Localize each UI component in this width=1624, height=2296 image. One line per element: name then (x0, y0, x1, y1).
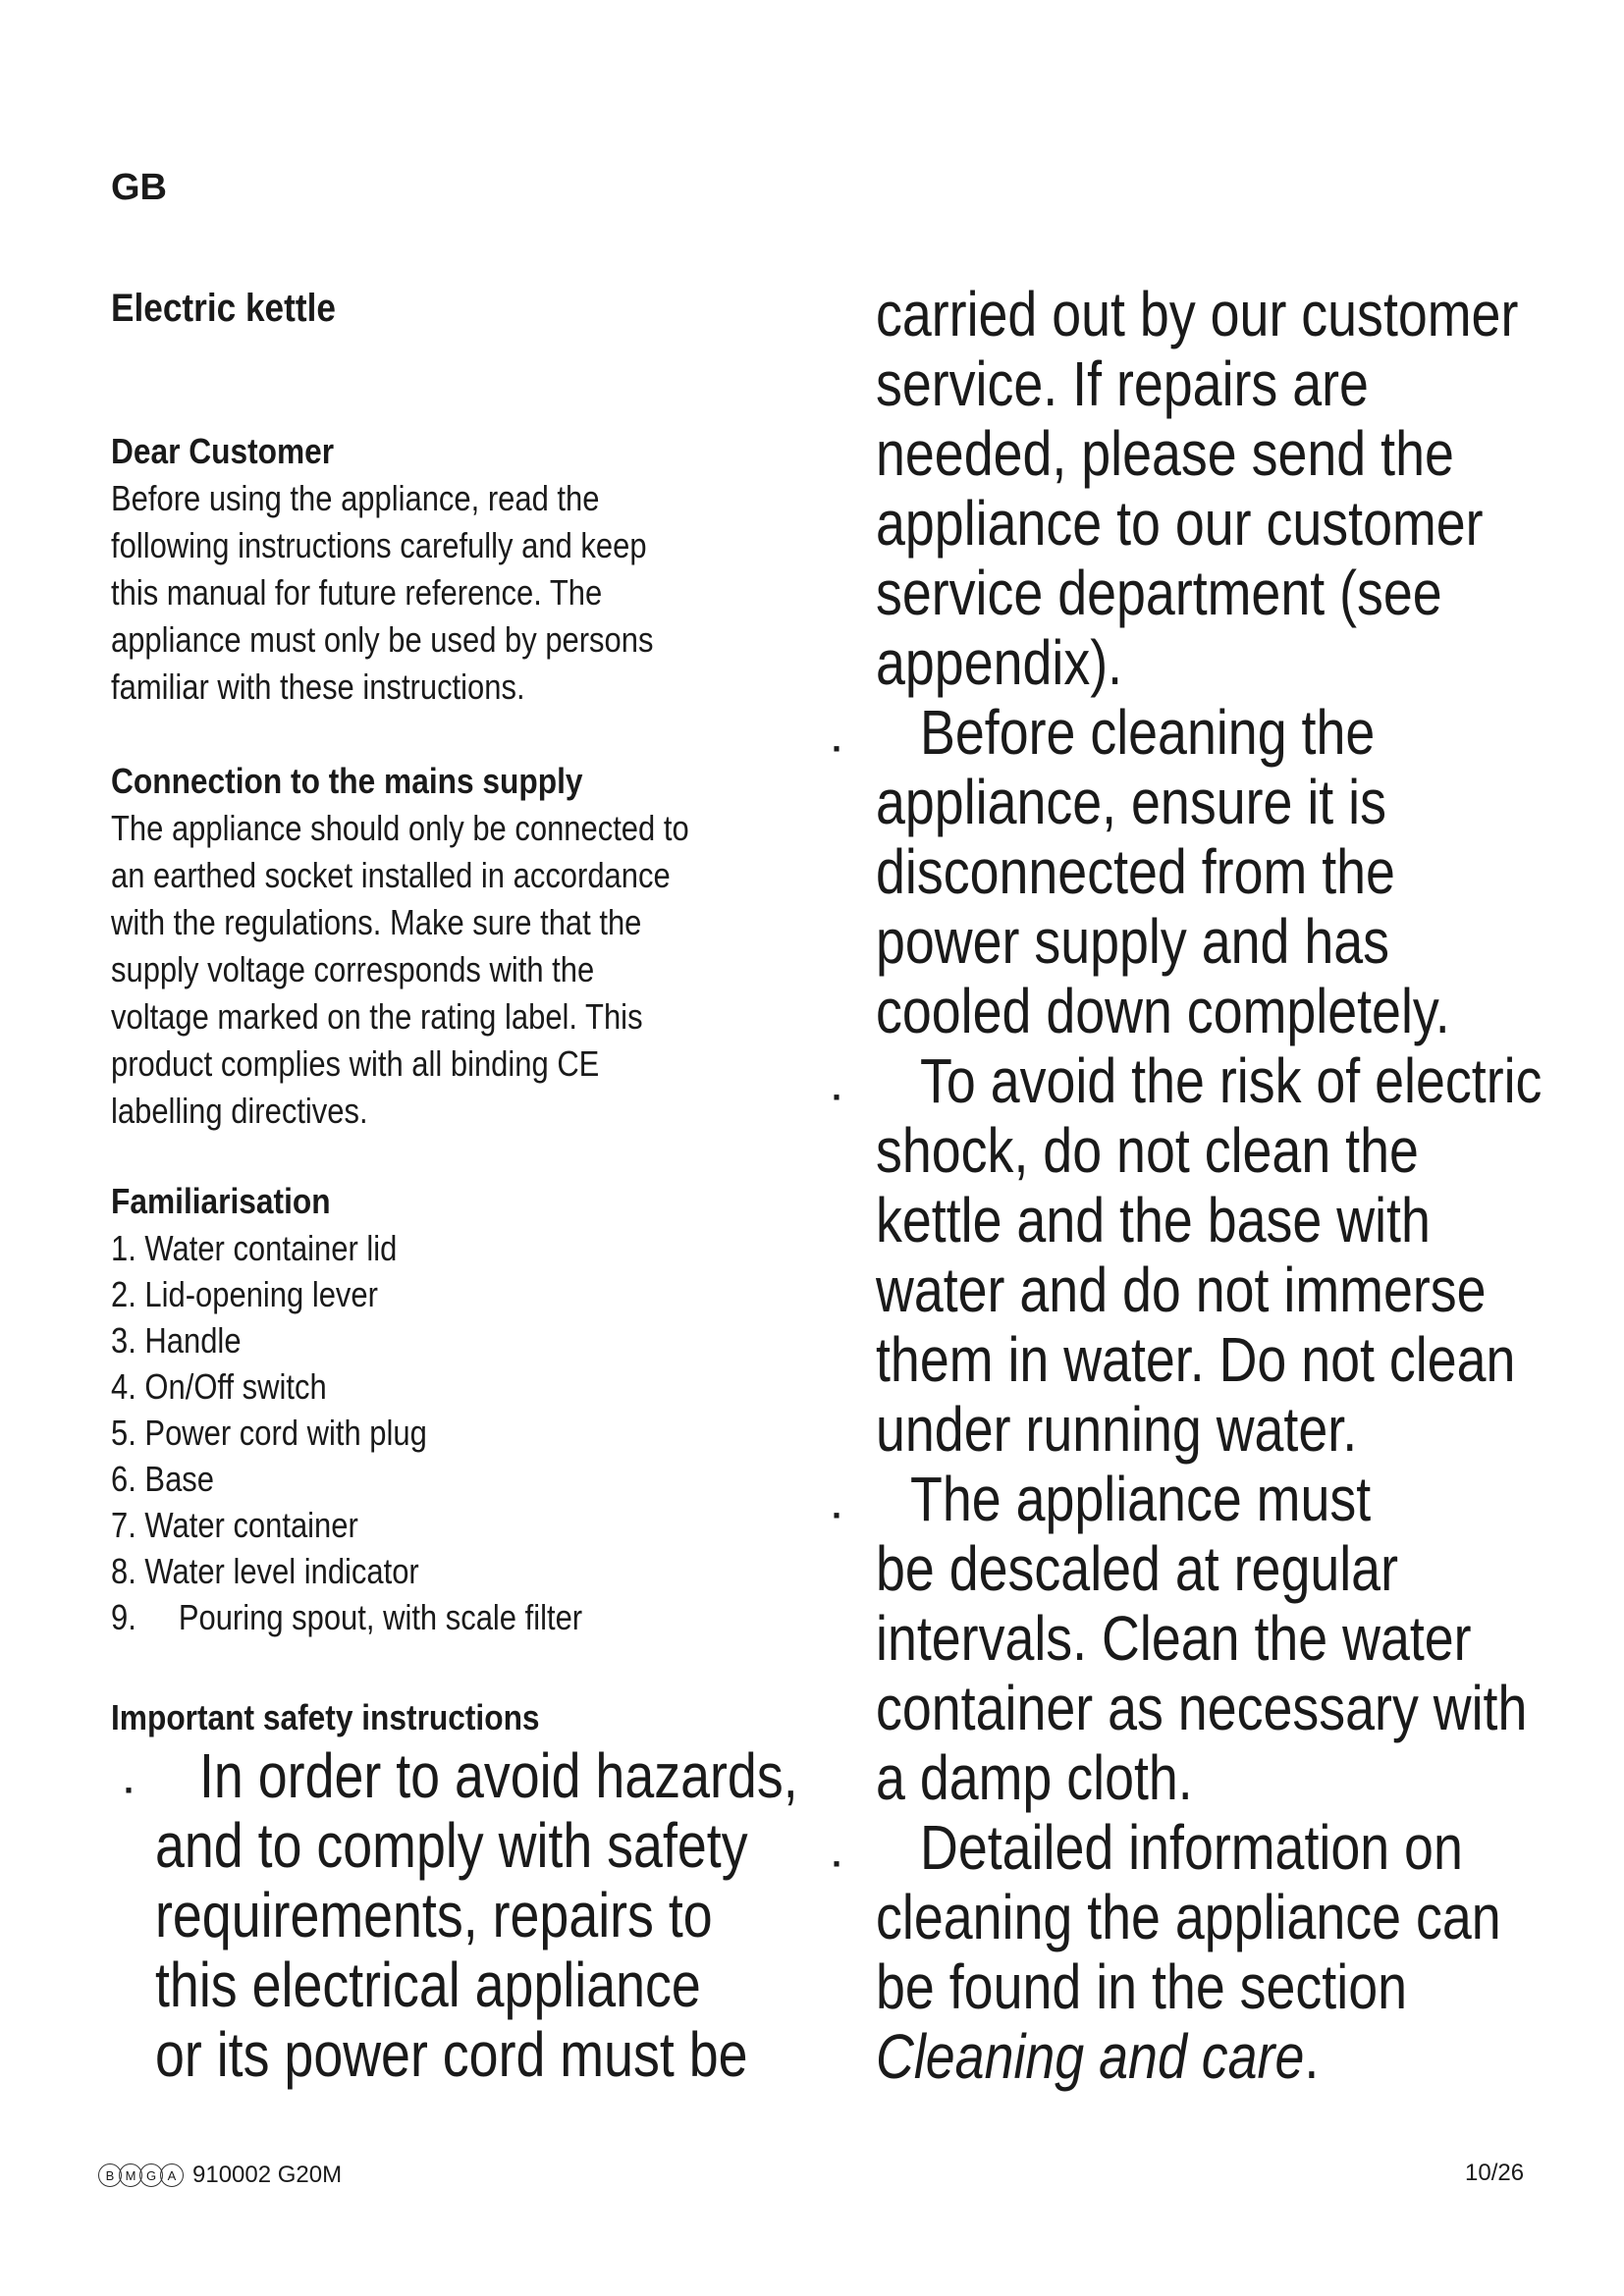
list-item: 1. Water container lid (111, 1228, 398, 1268)
text-line: voltage marked on the rating label. This (111, 996, 643, 1037)
text-line: under running water. (876, 1394, 1358, 1465)
text-line: appendix). (876, 627, 1123, 698)
list-item: 2. Lid-opening lever (111, 1274, 378, 1314)
dear-customer-section (111, 428, 741, 711)
text-line: this electrical appliance (155, 1949, 701, 2020)
language-code: GB (111, 167, 167, 208)
safety-text-left (111, 1741, 798, 2090)
text-line: appliance must only be used by persons (111, 619, 654, 660)
text-line: appliance to our customer (876, 488, 1484, 559)
bullet-marker: · (832, 1495, 843, 1535)
parts-list (111, 1225, 659, 1640)
brand-logo (98, 2163, 181, 2187)
dear-customer-heading: Dear Customer (111, 431, 335, 471)
text-line: Cleaning and care. (876, 2021, 1320, 2092)
mains-supply-section (111, 758, 784, 1135)
text-line: this manual for future reference. The (111, 572, 603, 613)
text-line: labelling directives. (111, 1091, 368, 1131)
list-item: 4. On/Off switch (111, 1366, 327, 1407)
text-line: be found in the section (876, 1951, 1407, 2022)
text-line: Detailed information on (920, 1812, 1463, 1883)
logo-letter: B (98, 2163, 122, 2187)
bullet-marker: · (832, 1077, 843, 1117)
bullet-marker: · (832, 1843, 843, 1884)
text-line: The appliance should only be connected to (111, 808, 689, 848)
dear-customer-text (111, 475, 741, 711)
list-item: 5. Power cord with plug (111, 1413, 427, 1453)
document-title: Electric kettle (111, 287, 336, 330)
text-line: power supply and has (876, 906, 1390, 977)
list-item: 8. Water level indicator (111, 1551, 419, 1591)
text-line: an earthed socket installed in accordance (111, 855, 671, 895)
text-line: supply voltage corresponds with the (111, 949, 595, 989)
familiarisation-heading: Familiarisation (111, 1181, 331, 1221)
logo-letter: A (160, 2163, 184, 2187)
section-reference: Cleaning and care (876, 2021, 1305, 2092)
text-line: In order to avoid hazards, (199, 1740, 798, 1811)
text-line: container as necessary with (876, 1673, 1528, 1743)
text-line: kettle and the base with (876, 1185, 1431, 1255)
text-line: cooled down completely. (876, 976, 1450, 1046)
safety-heading: Important safety instructions (111, 1697, 540, 1737)
text-line: service department (see (876, 558, 1442, 628)
text-line: them in water. Do not clean (876, 1324, 1516, 1395)
text-line: disconnected from the (876, 836, 1395, 907)
text-line: Before using the appliance, read the (111, 478, 600, 518)
text-line: and to comply with safety (155, 1810, 748, 1881)
text-line: The appliance must (910, 1464, 1372, 1534)
text-line: Before cleaning the (920, 697, 1376, 768)
bullet-marker: · (124, 1770, 135, 1810)
text-line: be descaled at regular (876, 1533, 1398, 1604)
text-line: a damp cloth. (876, 1742, 1193, 1813)
text-line: familiar with these instructions. (111, 667, 525, 707)
text-line: with the regulations. Make sure that the (111, 902, 642, 942)
text-line: requirements, repairs to (155, 1880, 713, 1950)
text-line: cleaning the appliance can (876, 1882, 1501, 1952)
safety-text-right (832, 279, 1583, 2092)
list-item: 9. Pouring spout, with scale filter (111, 1597, 583, 1637)
footer-brand (98, 2162, 342, 2189)
text-line: shock, do not clean the (876, 1115, 1419, 1186)
page-number: 10/26 (1465, 2160, 1525, 2186)
text-line: To avoid the risk of electric (920, 1045, 1543, 1116)
text-line: water and do not immerse (876, 1255, 1487, 1325)
text-line: intervals. Clean the water (876, 1603, 1472, 1674)
text-line: or its power cord must be (155, 2019, 748, 2090)
text-line: service. If repairs are (876, 348, 1369, 419)
familiarisation-section (111, 1178, 659, 1640)
list-item: 7. Water container (111, 1505, 358, 1545)
text-line: product complies with all binding CE (111, 1043, 600, 1084)
text-line: needed, please send the (876, 418, 1454, 489)
list-item: 3. Handle (111, 1320, 242, 1361)
safety-section (111, 1694, 598, 1741)
text-line: carried out by our customer (876, 279, 1519, 349)
product-code: 910002 G20M (192, 2162, 343, 2188)
mains-supply-heading: Connection to the mains supply (111, 761, 583, 801)
logo-letter: G (139, 2163, 163, 2187)
mains-supply-text (111, 805, 784, 1135)
text-line: following instructions carefully and keep (111, 525, 647, 565)
bullet-marker: · (832, 728, 843, 769)
list-item: 6. Base (111, 1459, 215, 1499)
logo-letter: M (119, 2163, 142, 2187)
text-line: appliance, ensure it is (876, 767, 1386, 837)
